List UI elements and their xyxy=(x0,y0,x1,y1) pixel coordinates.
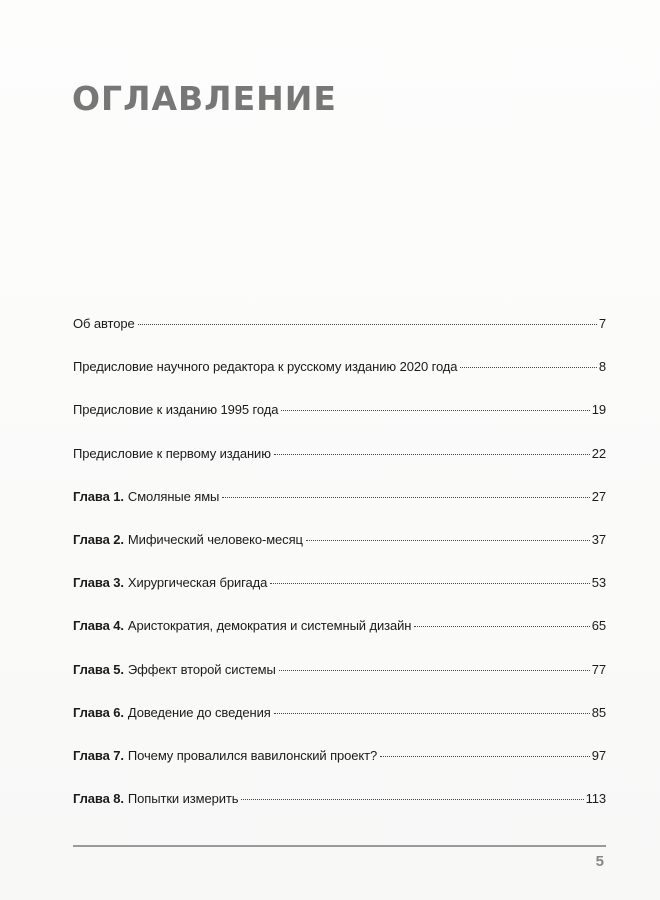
dot-leader xyxy=(414,626,589,627)
dot-leader xyxy=(380,756,590,757)
toc-entry[interactable] xyxy=(73,618,606,661)
toc-entry-text xyxy=(73,532,303,547)
toc-entry-text xyxy=(73,359,457,374)
toc-entry-text xyxy=(73,791,238,806)
toc-entry-page: 53 xyxy=(591,575,606,591)
toc-entry[interactable] xyxy=(73,705,606,748)
toc-entry-prefix: Глава 7. xyxy=(73,747,124,763)
toc-entry-prefix: Глава 5. xyxy=(73,661,124,677)
toc-entry-title: Предисловие научного редактора к русскому изданию 2020 года xyxy=(73,359,458,375)
toc-entry-page: 19 xyxy=(591,402,606,418)
toc-entry[interactable] xyxy=(73,532,606,575)
toc-entry[interactable] xyxy=(73,402,606,445)
dot-leader xyxy=(281,410,589,411)
toc-entry-text xyxy=(73,489,219,504)
toc-entry-title: Хирургическая бригада xyxy=(127,575,268,591)
toc-entry-title: Эффект второй системы xyxy=(127,661,276,677)
dot-leader xyxy=(138,324,597,325)
toc-entry-title: Почему провалился вавилонский проект? xyxy=(127,747,378,763)
dot-leader xyxy=(306,540,590,541)
toc-entry[interactable] xyxy=(73,446,606,489)
toc-entry-page: 8 xyxy=(598,359,606,375)
toc-entry-title: Предисловие к изданию 1995 года xyxy=(73,402,279,418)
toc-entry[interactable] xyxy=(73,791,606,834)
toc-entry-page: 7 xyxy=(598,316,606,331)
toc-entry-text xyxy=(73,575,267,590)
toc-entry-title: Доведение до сведения xyxy=(127,704,271,720)
page-title: ОГЛАВЛЕНИЕ xyxy=(72,79,337,118)
toc-entry-page: 97 xyxy=(591,747,606,763)
toc-entry[interactable] xyxy=(73,748,606,791)
toc-entry-page: 65 xyxy=(591,618,606,634)
toc-entry[interactable] xyxy=(73,662,606,705)
dot-leader xyxy=(241,799,583,800)
toc-entry[interactable] xyxy=(73,359,606,402)
toc-entry-title: Смоляные ямы xyxy=(127,488,220,504)
toc-entry-title: Предисловие к первому изданию xyxy=(73,445,271,461)
toc-entry-text xyxy=(73,705,271,720)
toc-entry-text xyxy=(73,446,271,461)
dot-leader xyxy=(270,583,590,584)
table-of-contents xyxy=(73,316,606,834)
footer-divider xyxy=(73,845,606,847)
toc-entry-title: Об авторе xyxy=(73,316,135,331)
toc-entry[interactable] xyxy=(73,575,606,618)
toc-entry-text xyxy=(73,748,377,763)
toc-entry-page: 22 xyxy=(591,445,606,461)
toc-entry-prefix: Глава 6. xyxy=(73,704,124,720)
toc-entry-prefix: Глава 8. xyxy=(73,791,124,807)
toc-entry-title: Аристократия, демократия и системный дизайн xyxy=(127,618,412,634)
toc-entry-page: 77 xyxy=(591,661,606,677)
toc-entry-page: 37 xyxy=(591,531,606,547)
toc-entry-page: 27 xyxy=(591,488,606,504)
dot-leader xyxy=(279,670,590,671)
toc-entry-prefix: Глава 4. xyxy=(73,618,124,634)
toc-entry[interactable] xyxy=(73,316,606,359)
toc-entry-title: Попытки измерить xyxy=(127,791,239,807)
toc-entry-text xyxy=(73,662,276,677)
page-number: 5 xyxy=(595,853,604,870)
toc-entry-text xyxy=(73,316,135,331)
toc-entry-page: 85 xyxy=(591,704,606,720)
dot-leader xyxy=(274,454,590,455)
toc-entry-text xyxy=(73,402,278,417)
dot-leader xyxy=(460,367,596,368)
toc-entry-prefix: Глава 1. xyxy=(73,488,124,504)
dot-leader xyxy=(222,497,589,498)
toc-entry-title: Мифический человеко-месяц xyxy=(127,531,303,547)
toc-entry-prefix: Глава 2. xyxy=(73,531,124,547)
toc-entry-text xyxy=(73,618,411,633)
toc-entry-prefix: Глава 3. xyxy=(73,575,124,591)
dot-leader xyxy=(274,713,590,714)
toc-entry[interactable] xyxy=(73,489,606,532)
toc-entry-page: 113 xyxy=(585,791,606,807)
